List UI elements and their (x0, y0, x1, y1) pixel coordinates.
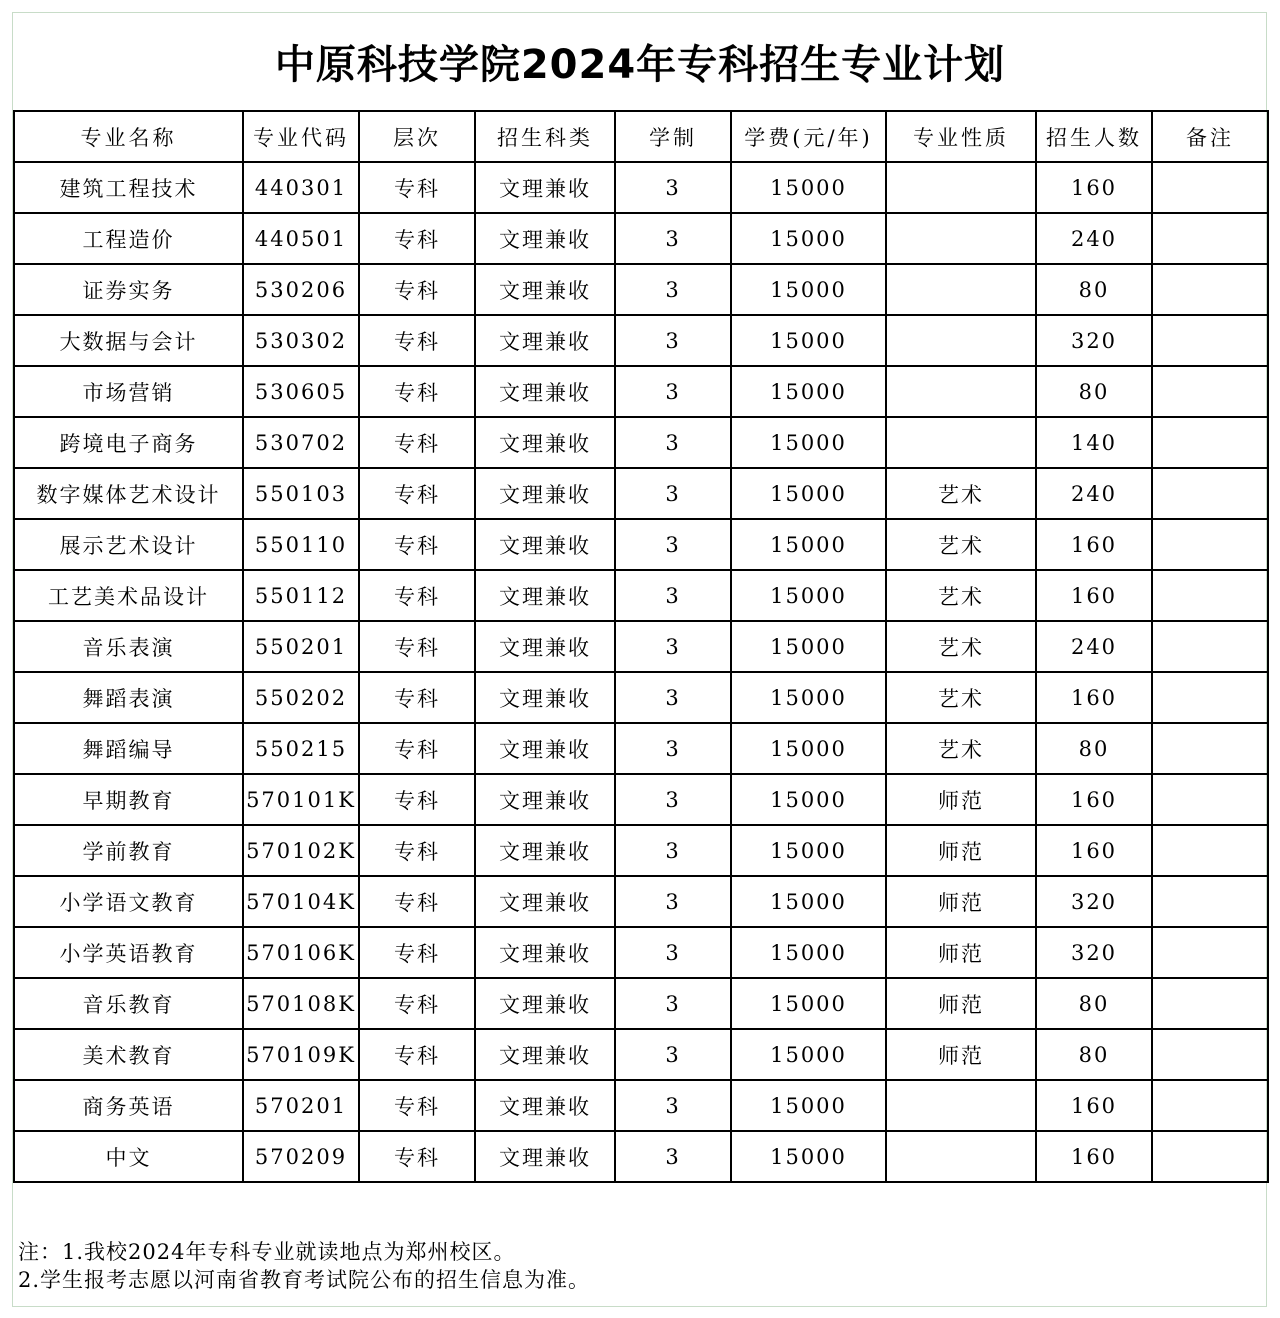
cell-major-name: 音乐表演 (14, 621, 243, 672)
cell-remarks (1152, 417, 1268, 468)
cell-major-name: 建筑工程技术 (14, 162, 243, 213)
table-row (14, 315, 1268, 366)
cell-tuition: 15000 (731, 825, 886, 876)
cell-subject-category: 文理兼收 (475, 978, 615, 1029)
header-remarks: 备注 (1152, 111, 1268, 162)
table-row (14, 264, 1268, 315)
cell-tuition: 15000 (731, 774, 886, 825)
cell-major-name: 音乐教育 (14, 978, 243, 1029)
table-row (14, 417, 1268, 468)
cell-enrollment-count: 240 (1036, 213, 1152, 264)
cell-duration: 3 (615, 978, 731, 1029)
cell-tuition: 15000 (731, 366, 886, 417)
cell-enrollment-count: 160 (1036, 825, 1152, 876)
table-row (14, 570, 1268, 621)
cell-remarks (1152, 213, 1268, 264)
cell-level: 专科 (359, 417, 475, 468)
footnote-2: 2.学生报考志愿以河南省教育考试院公布的招生信息为准。 (18, 1268, 591, 1292)
cell-level: 专科 (359, 162, 475, 213)
cell-enrollment-count: 140 (1036, 417, 1152, 468)
cell-duration: 3 (615, 1131, 731, 1182)
cell-major-code: 570102K (243, 825, 359, 876)
cell-major-code: 570101K (243, 774, 359, 825)
cell-major-type: 艺术 (886, 570, 1036, 621)
cell-major-name: 美术教育 (14, 1029, 243, 1080)
cell-level: 专科 (359, 1131, 475, 1182)
cell-remarks (1152, 570, 1268, 621)
cell-remarks (1152, 1131, 1268, 1182)
cell-remarks (1152, 927, 1268, 978)
cell-tuition: 15000 (731, 723, 886, 774)
cell-level: 专科 (359, 774, 475, 825)
cell-level: 专科 (359, 264, 475, 315)
cell-level: 专科 (359, 315, 475, 366)
cell-level: 专科 (359, 825, 475, 876)
cell-enrollment-count: 160 (1036, 519, 1152, 570)
cell-tuition: 15000 (731, 417, 886, 468)
table-row (14, 927, 1268, 978)
cell-level: 专科 (359, 876, 475, 927)
cell-enrollment-count: 160 (1036, 1080, 1152, 1131)
table-row (14, 1029, 1268, 1080)
cell-major-name: 证券实务 (14, 264, 243, 315)
cell-subject-category: 文理兼收 (475, 774, 615, 825)
table-row (14, 162, 1268, 213)
cell-tuition: 15000 (731, 468, 886, 519)
cell-major-code: 530206 (243, 264, 359, 315)
cell-duration: 3 (615, 621, 731, 672)
cell-duration: 3 (615, 723, 731, 774)
cell-major-type: 师范 (886, 876, 1036, 927)
cell-major-name: 早期教育 (14, 774, 243, 825)
cell-major-name: 小学语文教育 (14, 876, 243, 927)
cell-major-type: 师范 (886, 927, 1036, 978)
cell-level: 专科 (359, 519, 475, 570)
cell-subject-category: 文理兼收 (475, 825, 615, 876)
cell-remarks (1152, 519, 1268, 570)
cell-major-name: 大数据与会计 (14, 315, 243, 366)
cell-major-code: 550110 (243, 519, 359, 570)
cell-major-code: 550112 (243, 570, 359, 621)
cell-tuition: 15000 (731, 978, 886, 1029)
cell-tuition: 15000 (731, 672, 886, 723)
cell-major-type (886, 417, 1036, 468)
cell-subject-category: 文理兼收 (475, 1080, 615, 1131)
cell-duration: 3 (615, 570, 731, 621)
cell-tuition: 15000 (731, 621, 886, 672)
cell-major-code: 440501 (243, 213, 359, 264)
cell-major-name: 商务英语 (14, 1080, 243, 1131)
cell-major-type (886, 1080, 1036, 1131)
cell-subject-category: 文理兼收 (475, 519, 615, 570)
cell-enrollment-count: 160 (1036, 1131, 1152, 1182)
cell-remarks (1152, 264, 1268, 315)
cell-level: 专科 (359, 570, 475, 621)
cell-tuition: 15000 (731, 315, 886, 366)
table-row (14, 723, 1268, 774)
cell-subject-category: 文理兼收 (475, 570, 615, 621)
cell-major-code: 530702 (243, 417, 359, 468)
cell-enrollment-count: 320 (1036, 315, 1152, 366)
cell-major-type: 师范 (886, 978, 1036, 1029)
cell-enrollment-count: 320 (1036, 876, 1152, 927)
cell-major-code: 550103 (243, 468, 359, 519)
cell-duration: 3 (615, 1029, 731, 1080)
cell-major-code: 570201 (243, 1080, 359, 1131)
cell-subject-category: 文理兼收 (475, 672, 615, 723)
table-row (14, 825, 1268, 876)
cell-subject-category: 文理兼收 (475, 1131, 615, 1182)
enrollment-plan-table (13, 110, 1269, 1183)
cell-major-code: 570109K (243, 1029, 359, 1080)
cell-enrollment-count: 160 (1036, 162, 1152, 213)
footnotes (18, 1238, 590, 1294)
cell-level: 专科 (359, 723, 475, 774)
cell-duration: 3 (615, 672, 731, 723)
cell-major-code: 570209 (243, 1131, 359, 1182)
cell-level: 专科 (359, 621, 475, 672)
header-major-type: 专业性质 (886, 111, 1036, 162)
cell-enrollment-count: 240 (1036, 621, 1152, 672)
cell-major-code: 530605 (243, 366, 359, 417)
cell-major-code: 550202 (243, 672, 359, 723)
cell-major-name: 跨境电子商务 (14, 417, 243, 468)
header-enrollment-count: 招生人数 (1036, 111, 1152, 162)
cell-subject-category: 文理兼收 (475, 621, 615, 672)
cell-tuition: 15000 (731, 264, 886, 315)
cell-tuition: 15000 (731, 1080, 886, 1131)
cell-level: 专科 (359, 927, 475, 978)
cell-major-code: 550215 (243, 723, 359, 774)
table-row (14, 1080, 1268, 1131)
cell-subject-category: 文理兼收 (475, 315, 615, 366)
cell-major-name: 数字媒体艺术设计 (14, 468, 243, 519)
cell-major-type (886, 264, 1036, 315)
cell-subject-category: 文理兼收 (475, 1029, 615, 1080)
cell-level: 专科 (359, 672, 475, 723)
cell-major-name: 展示艺术设计 (14, 519, 243, 570)
cell-remarks (1152, 774, 1268, 825)
cell-level: 专科 (359, 366, 475, 417)
cell-duration: 3 (615, 876, 731, 927)
cell-subject-category: 文理兼收 (475, 417, 615, 468)
cell-duration: 3 (615, 825, 731, 876)
cell-major-name: 工程造价 (14, 213, 243, 264)
cell-major-type: 艺术 (886, 519, 1036, 570)
header-level: 层次 (359, 111, 475, 162)
cell-enrollment-count: 80 (1036, 366, 1152, 417)
cell-remarks (1152, 672, 1268, 723)
cell-remarks (1152, 366, 1268, 417)
cell-enrollment-count: 160 (1036, 672, 1152, 723)
cell-level: 专科 (359, 1080, 475, 1131)
cell-remarks (1152, 723, 1268, 774)
cell-remarks (1152, 621, 1268, 672)
cell-duration: 3 (615, 315, 731, 366)
cell-tuition: 15000 (731, 519, 886, 570)
table-row (14, 1131, 1268, 1182)
cell-remarks (1152, 825, 1268, 876)
cell-major-code: 530302 (243, 315, 359, 366)
page-title: 中原科技学院2024年专科招生专业计划 (274, 41, 1006, 88)
cell-major-code: 570104K (243, 876, 359, 927)
cell-level: 专科 (359, 468, 475, 519)
cell-subject-category: 文理兼收 (475, 927, 615, 978)
cell-major-type: 艺术 (886, 621, 1036, 672)
cell-major-type: 艺术 (886, 723, 1036, 774)
cell-tuition: 15000 (731, 570, 886, 621)
header-subject-category: 招生科类 (475, 111, 615, 162)
cell-major-type: 艺术 (886, 468, 1036, 519)
cell-major-name: 舞蹈表演 (14, 672, 243, 723)
cell-enrollment-count: 80 (1036, 1029, 1152, 1080)
cell-enrollment-count: 80 (1036, 723, 1152, 774)
table-row (14, 519, 1268, 570)
cell-enrollment-count: 80 (1036, 264, 1152, 315)
table-row (14, 213, 1268, 264)
cell-duration: 3 (615, 519, 731, 570)
table-row (14, 672, 1268, 723)
cell-subject-category: 文理兼收 (475, 213, 615, 264)
cell-duration: 3 (615, 213, 731, 264)
cell-duration: 3 (615, 468, 731, 519)
cell-major-type: 师范 (886, 774, 1036, 825)
cell-major-code: 440301 (243, 162, 359, 213)
cell-subject-category: 文理兼收 (475, 366, 615, 417)
cell-major-code: 570106K (243, 927, 359, 978)
cell-tuition: 15000 (731, 876, 886, 927)
cell-duration: 3 (615, 774, 731, 825)
cell-major-code: 570108K (243, 978, 359, 1029)
cell-major-name: 工艺美术品设计 (14, 570, 243, 621)
cell-major-type (886, 366, 1036, 417)
cell-duration: 3 (615, 264, 731, 315)
cell-duration: 3 (615, 162, 731, 213)
header-tuition: 学费(元/年) (731, 111, 886, 162)
cell-subject-category: 文理兼收 (475, 264, 615, 315)
cell-tuition: 15000 (731, 927, 886, 978)
cell-tuition: 15000 (731, 213, 886, 264)
cell-major-type (886, 213, 1036, 264)
header-major-name: 专业名称 (14, 111, 243, 162)
cell-major-name: 舞蹈编导 (14, 723, 243, 774)
table-row (14, 978, 1268, 1029)
cell-duration: 3 (615, 417, 731, 468)
cell-remarks (1152, 1029, 1268, 1080)
cell-major-name: 小学英语教育 (14, 927, 243, 978)
cell-enrollment-count: 240 (1036, 468, 1152, 519)
table-row (14, 774, 1268, 825)
cell-tuition: 15000 (731, 1131, 886, 1182)
cell-major-type: 艺术 (886, 672, 1036, 723)
cell-tuition: 15000 (731, 1029, 886, 1080)
cell-level: 专科 (359, 978, 475, 1029)
table-header-row (14, 111, 1268, 162)
cell-level: 专科 (359, 213, 475, 264)
cell-enrollment-count: 320 (1036, 927, 1152, 978)
cell-subject-category: 文理兼收 (475, 162, 615, 213)
cell-major-type: 师范 (886, 825, 1036, 876)
cell-duration: 3 (615, 1080, 731, 1131)
cell-remarks (1152, 978, 1268, 1029)
cell-tuition: 15000 (731, 162, 886, 213)
cell-major-name: 中文 (14, 1131, 243, 1182)
header-duration: 学制 (615, 111, 731, 162)
cell-major-name: 市场营销 (14, 366, 243, 417)
cell-subject-category: 文理兼收 (475, 723, 615, 774)
cell-enrollment-count: 80 (1036, 978, 1152, 1029)
cell-major-name: 学前教育 (14, 825, 243, 876)
cell-duration: 3 (615, 927, 731, 978)
table-row (14, 621, 1268, 672)
cell-remarks (1152, 876, 1268, 927)
cell-major-type (886, 315, 1036, 366)
cell-duration: 3 (615, 366, 731, 417)
table-body (14, 162, 1268, 1182)
cell-subject-category: 文理兼收 (475, 876, 615, 927)
table-row (14, 468, 1268, 519)
cell-subject-category: 文理兼收 (475, 468, 615, 519)
table-row (14, 876, 1268, 927)
table-row (14, 366, 1268, 417)
cell-remarks (1152, 162, 1268, 213)
header-major-code: 专业代码 (243, 111, 359, 162)
cell-enrollment-count: 160 (1036, 774, 1152, 825)
cell-major-code: 550201 (243, 621, 359, 672)
cell-major-type: 师范 (886, 1029, 1036, 1080)
cell-remarks (1152, 315, 1268, 366)
footnote-1: 注：1.我校2024年专科专业就读地点为郑州校区。 (18, 1240, 516, 1264)
cell-major-type (886, 1131, 1036, 1182)
cell-remarks (1152, 468, 1268, 519)
cell-remarks (1152, 1080, 1268, 1131)
cell-enrollment-count: 160 (1036, 570, 1152, 621)
cell-level: 专科 (359, 1029, 475, 1080)
cell-major-type (886, 162, 1036, 213)
